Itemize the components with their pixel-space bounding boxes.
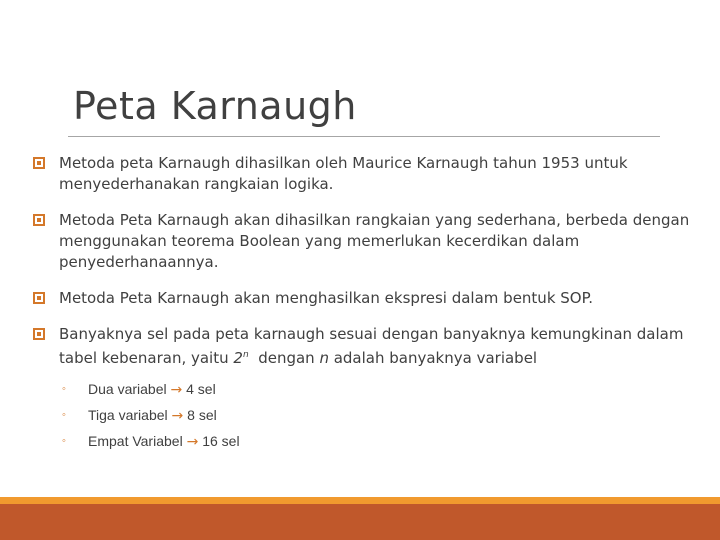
bullet-text-middle: dengan (248, 349, 320, 367)
formula-base: 2 (233, 349, 243, 367)
ring-bullet-icon: ◦ (62, 435, 66, 447)
bullet-item (33, 153, 693, 195)
sub-item-value: 16 sel (202, 433, 240, 449)
sub-item-label: Dua variabel (88, 381, 167, 397)
right-arrow-icon: → (186, 434, 199, 450)
bullet-item (33, 324, 693, 455)
slide-content (33, 153, 693, 470)
sub-list (59, 377, 693, 455)
sub-item (62, 429, 693, 455)
square-bullet-icon (33, 214, 45, 226)
square-bullet-icon (33, 157, 45, 169)
slide-title: Peta Karnaugh (73, 84, 357, 128)
sub-item-label: Tiga variabel (88, 407, 168, 423)
sub-item-value: 4 sel (186, 381, 216, 397)
title-divider (68, 136, 660, 137)
bullet-text-before: Banyaknya sel pada peta karnaugh sesuai dengan banyaknya kemungkinan dalam tabel kebenaran, yaitu (59, 325, 684, 367)
square-bullet-icon (33, 292, 45, 304)
bullet-text: Metoda Peta Karnaugh akan dihasilkan rangkaian yang sederhana, berbeda dengan menggunakan teorema Boolean yang memerlukan kecerdikan dalam penyederhanaannya. (59, 211, 690, 271)
sub-item (62, 377, 693, 403)
footer-accent-line (0, 497, 720, 504)
bullet-item (33, 288, 693, 309)
formula-superscript: n (242, 350, 249, 360)
sub-item-label: Empat Variabel (88, 433, 183, 449)
ring-bullet-icon: ◦ (62, 409, 66, 421)
right-arrow-icon: → (170, 382, 183, 398)
bullet-text: Metoda Peta Karnaugh akan menghasilkan ekspresi dalam bentuk SOP. (59, 289, 594, 307)
ring-bullet-icon: ◦ (62, 383, 66, 395)
footer-band (0, 504, 720, 540)
bullet-text: Metoda peta Karnaugh dihasilkan oleh Maurice Karnaugh tahun 1953 untuk menyederhanakan rangkaian logika. (59, 154, 628, 193)
formula-variable: n (319, 349, 329, 367)
square-bullet-icon (33, 328, 45, 340)
sub-item-value: 8 sel (187, 407, 217, 423)
bullet-text-after: adalah banyaknya variabel (328, 349, 538, 367)
sub-item (62, 403, 693, 429)
bullet-item (33, 210, 693, 273)
right-arrow-icon: → (171, 408, 184, 424)
